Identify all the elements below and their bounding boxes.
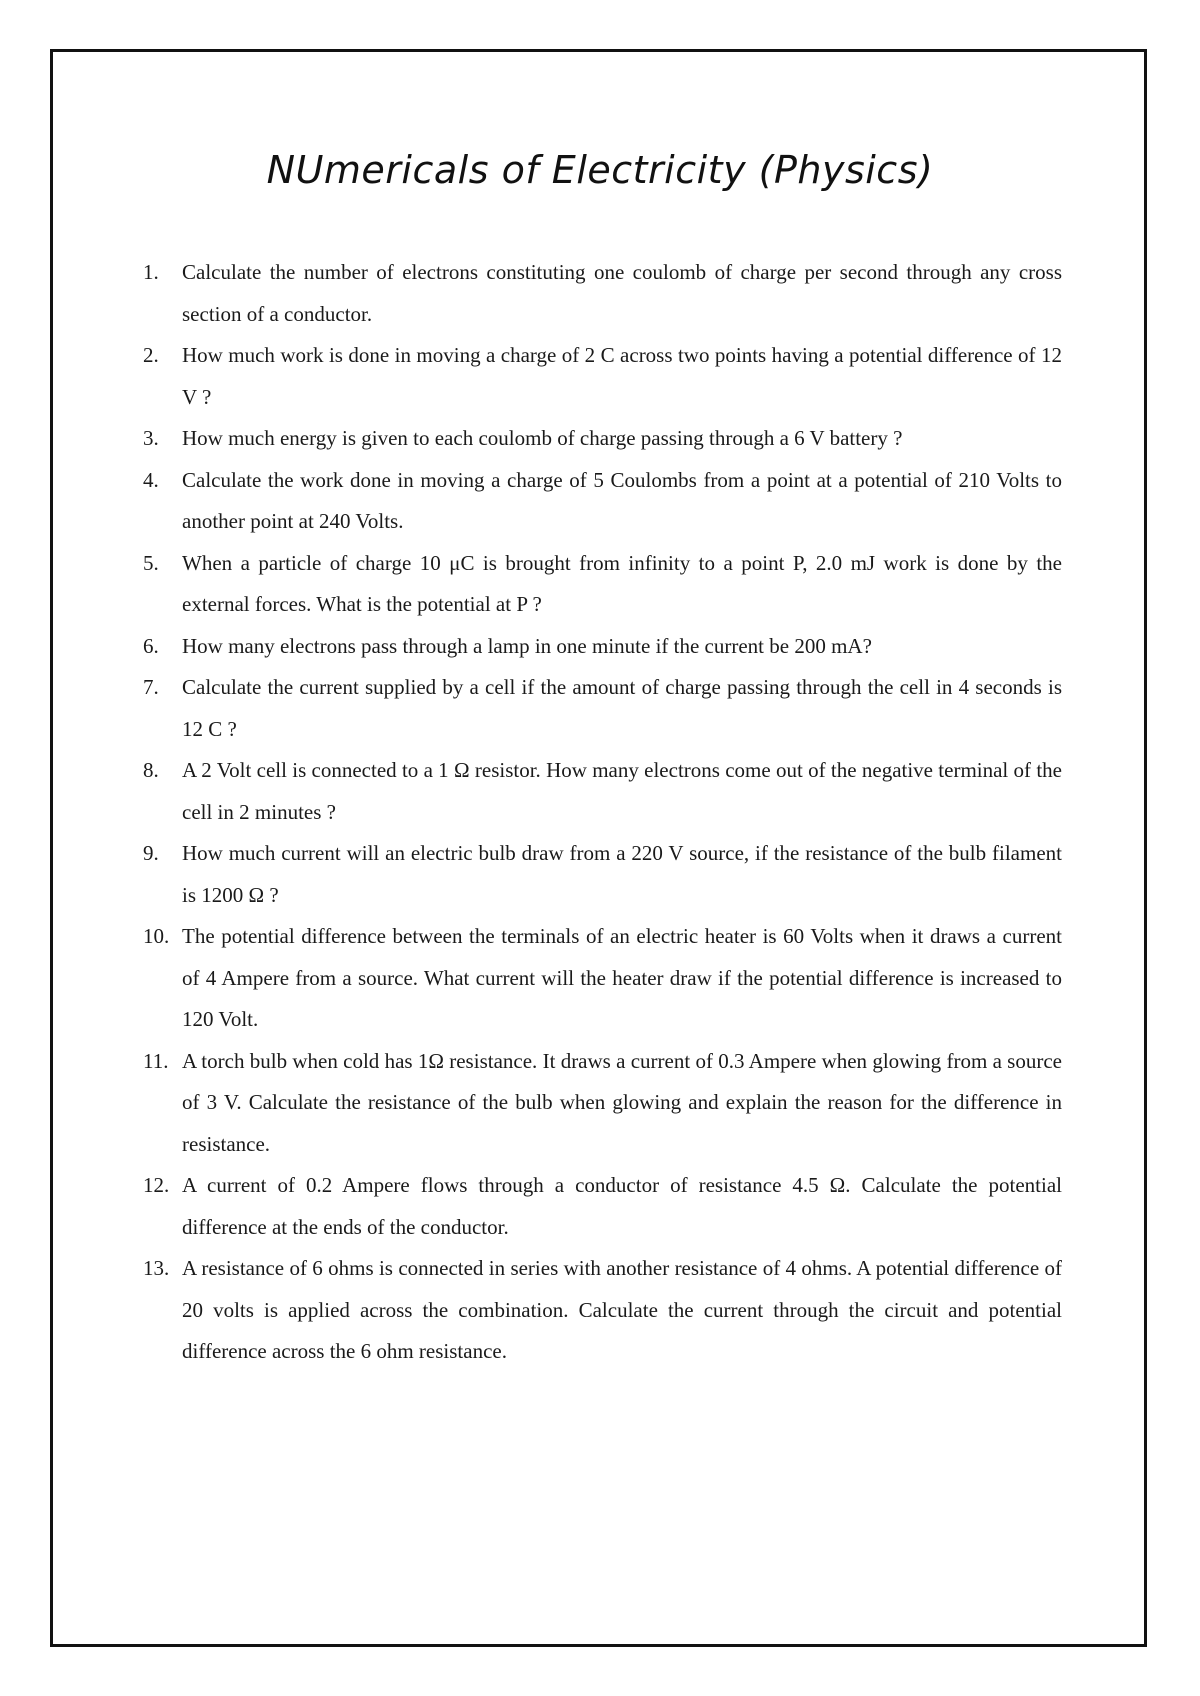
question-item: [143, 460, 1062, 543]
question-text: Calculate the work done in moving a charge of 5 Coulombs from a point at a potential of 210 Volts to another point at 240 Volts.: [182, 467, 1062, 533]
question-text: A torch bulb when cold has 1Ω resistance. It draws a current of 0.3 Ampere when glowing from a source of 3 V. Calculate the resistance of the bulb when glowing and explain the reason for the difference in resistance.: [182, 1048, 1062, 1156]
question-number: 13.: [143, 1256, 170, 1280]
question-item: [143, 1248, 1062, 1373]
question-item: [143, 418, 1062, 460]
question-number: 9.: [143, 841, 159, 865]
question-text: A resistance of 6 ohms is connected in series with another resistance of 4 ohms. A potential difference of 20 volts is applied across the combination. Calculate the current through the circuit and potential difference across the 6 ohm resistance.: [182, 1256, 1062, 1363]
question-text: A current of 0.2 Ampere flows through a conductor of resistance 4.5 Ω. Calculate the potential difference at the ends of the conductor.: [182, 1173, 1062, 1239]
question-number: 3.: [143, 426, 159, 450]
question-text: Calculate the number of electrons constituting one coulomb of charge per second through any cross section of a conductor.: [182, 260, 1062, 326]
page-title: NUmericals of Electricity (Physics): [266, 148, 934, 192]
question-text: A 2 Volt cell is connected to a 1 Ω resistor. How many electrons come out of the negative terminal of the cell in 2 minutes ?: [182, 758, 1062, 824]
question-text: Calculate the current supplied by a cell if the amount of charge passing through the cell in 4 seconds is 12 C ?: [182, 675, 1062, 741]
question-number: 4.: [143, 467, 159, 492]
question-item: [143, 750, 1062, 833]
question-item: [143, 916, 1062, 1041]
question-item: [143, 833, 1062, 916]
question-text: How much work is done in moving a charge of 2 C across two points having a potential difference of 12 V ?: [182, 343, 1062, 409]
question-number: 5.: [143, 550, 159, 575]
question-number: 6.: [143, 633, 159, 658]
question-list: [143, 252, 1062, 1373]
question-number: 7.: [143, 675, 159, 699]
question-item: [143, 543, 1062, 626]
question-text: How much energy is given to each coulomb of charge passing through a 6 V battery ?: [182, 426, 903, 450]
question-number: 8.: [143, 758, 159, 782]
question-text: The potential difference between the terminals of an electric heater is 60 Volts when it draws a current of 4 Ampere from a source. What current will the heater draw if the potential difference is increased to 120 Volt.: [182, 924, 1062, 1031]
question-text: How much current will an electric bulb draw from a 220 V source, if the resistance of the bulb filament is 1200 Ω ?: [182, 841, 1062, 907]
question-number: 1.: [143, 260, 159, 284]
question-item: [143, 335, 1062, 418]
question-number: 10.: [143, 924, 170, 948]
question-text: How many electrons pass through a lamp in one minute if the current be 200 mA?: [182, 633, 872, 658]
question-item: [143, 252, 1062, 335]
question-item: [143, 667, 1062, 750]
question-number: 12.: [143, 1173, 170, 1197]
question-number: 2.: [143, 343, 159, 367]
question-item: [143, 1165, 1062, 1248]
question-number: 11.: [143, 1048, 169, 1073]
question-text: When a particle of charge 10 μC is brought from infinity to a point P, 2.0 mJ work is done by the external forces. What is the potential at P ?: [182, 550, 1062, 616]
question-item: [143, 626, 1062, 668]
question-item: [143, 1041, 1062, 1166]
